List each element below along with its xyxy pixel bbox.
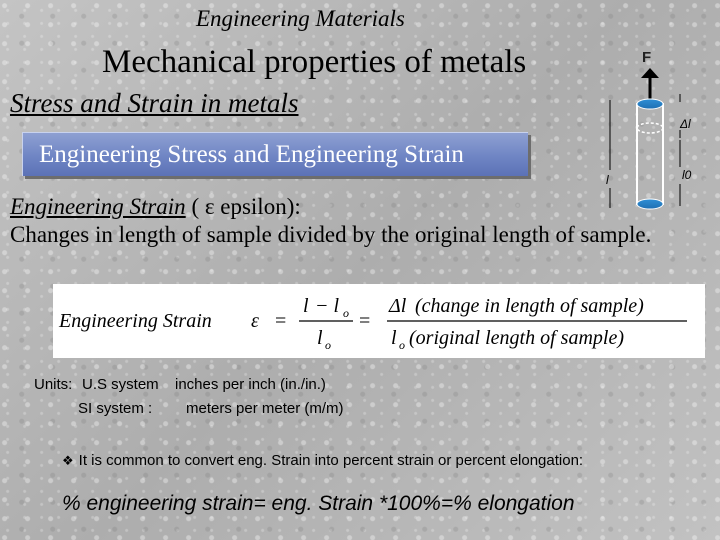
formula-label: Engineering Strain [59,310,212,332]
conversion-note [62,452,583,469]
formula-den1-sub: o [325,338,331,352]
units-us-system: U.S system [82,376,159,393]
sample-cylinder [637,99,663,209]
length-label: l [606,173,609,187]
force-arrow-icon [641,68,659,102]
definition-term: Engineering Strain [10,194,186,219]
formula-equals-1: = [275,310,287,332]
units-us-value: inches per inch (in./in.) [175,376,326,393]
page-title: Mechanical properties of metals [102,44,527,80]
formula-epsilon: ε [251,310,259,332]
formula-equals-2: = [359,310,371,332]
topic-banner: Engineering Stress and Engineering Strain [22,132,528,176]
tensile-sample-diagram [596,42,706,220]
formula-den2-l: l [391,327,397,349]
formula-num2-text: (change in length of sample) [415,295,644,317]
header-subtitle: Engineering Materials [196,6,405,31]
definition-text: Changes in length of sample divided by the original length of sample. [10,222,652,247]
original-length-label: l0 [682,168,692,182]
percent-elongation-formula: % engineering strain= eng. Strain *100%=% elongation [62,492,575,515]
formula-num1-l: l [303,295,309,317]
delta-l-label: Δl [680,117,691,131]
diamond-bullet-icon: ❖ [62,453,74,468]
units-si-system: SI system : [78,400,153,417]
conversion-note-text: It is common to convert eng. Strain into percent strain or percent elongation: [78,452,584,469]
formula-num1-sub: o [343,306,349,320]
force-label: F [642,49,652,66]
formula-den2-text: (original length of sample) [409,327,624,349]
formula-num1-rest: − l [315,295,340,317]
units-label: Units: [34,376,73,393]
formula-den1-l: l [317,327,323,349]
definition-symbol: ( ε epsilon): [185,194,301,219]
units-si-value: meters per meter (m/m) [186,400,344,417]
strain-formula [53,284,705,358]
formula-delta-l: Δl [389,295,407,317]
formula-den2-sub: o [399,338,405,352]
section-heading: Stress and Strain in metals [10,88,299,118]
